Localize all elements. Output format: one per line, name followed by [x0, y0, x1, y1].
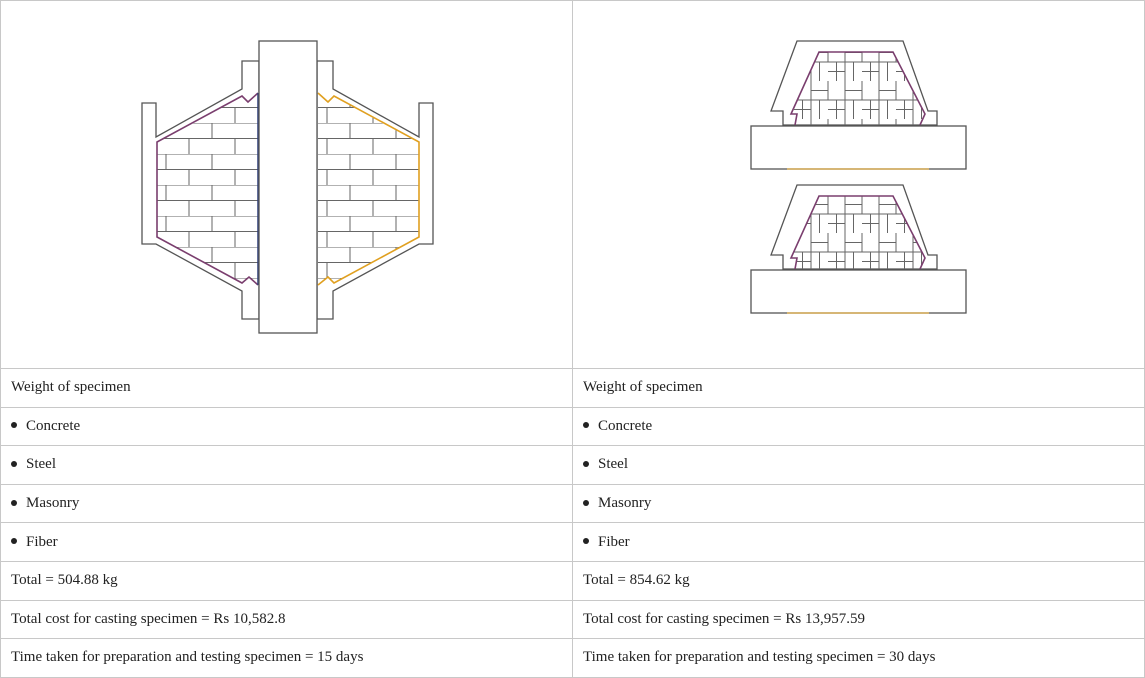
total-cost-left: Total cost for casting specimen = Rs 10,582.8: [1, 600, 573, 639]
upper-specimen-unit: [751, 41, 966, 169]
bullet-icon: [583, 461, 589, 467]
material-item-right: Concrete: [573, 407, 1145, 446]
material-item-left: Steel: [1, 446, 573, 485]
total-cost-row: [1, 600, 1145, 639]
bullet-icon: [11, 538, 17, 544]
material-row-concrete: [1, 407, 1145, 446]
right-specimen-drawing: [573, 1, 1143, 368]
bullet-icon: [11, 500, 17, 506]
time-taken-left: Time taken for preparation and testing specimen = 15 days: [1, 639, 573, 678]
weight-label-left: Weight of specimen: [1, 369, 573, 408]
material-item-right: Steel: [573, 446, 1145, 485]
bullet-icon: [583, 422, 589, 428]
total-weight-left: Total = 504.88 kg: [1, 561, 573, 600]
time-taken-right: Time taken for preparation and testing specimen = 30 days: [573, 639, 1145, 678]
left-figure-cell: [1, 1, 573, 369]
lower-specimen-unit: [751, 185, 966, 313]
right-figure-cell: [573, 1, 1145, 369]
bullet-icon: [583, 500, 589, 506]
center-column: [259, 41, 317, 333]
material-row-masonry: [1, 484, 1145, 523]
material-item-right: Masonry: [573, 484, 1145, 523]
bullet-icon: [11, 422, 17, 428]
material-row-steel: [1, 446, 1145, 485]
material-item-left: Masonry: [1, 484, 573, 523]
weight-label-right: Weight of specimen: [573, 369, 1145, 408]
left-specimen-drawing: [1, 1, 573, 368]
bullet-icon: [583, 538, 589, 544]
time-taken-row: [1, 639, 1145, 678]
figure-row: [1, 1, 1145, 369]
bullet-icon: [11, 461, 17, 467]
total-weight-row: [1, 561, 1145, 600]
material-item-left: Fiber: [1, 523, 573, 562]
material-item-right: Fiber: [573, 523, 1145, 562]
weight-label-row: [1, 369, 1145, 408]
material-row-fiber: [1, 523, 1145, 562]
material-item-left: Concrete: [1, 407, 573, 446]
total-cost-right: Total cost for casting specimen = Rs 13,957.59: [573, 600, 1145, 639]
total-weight-right: Total = 854.62 kg: [573, 561, 1145, 600]
